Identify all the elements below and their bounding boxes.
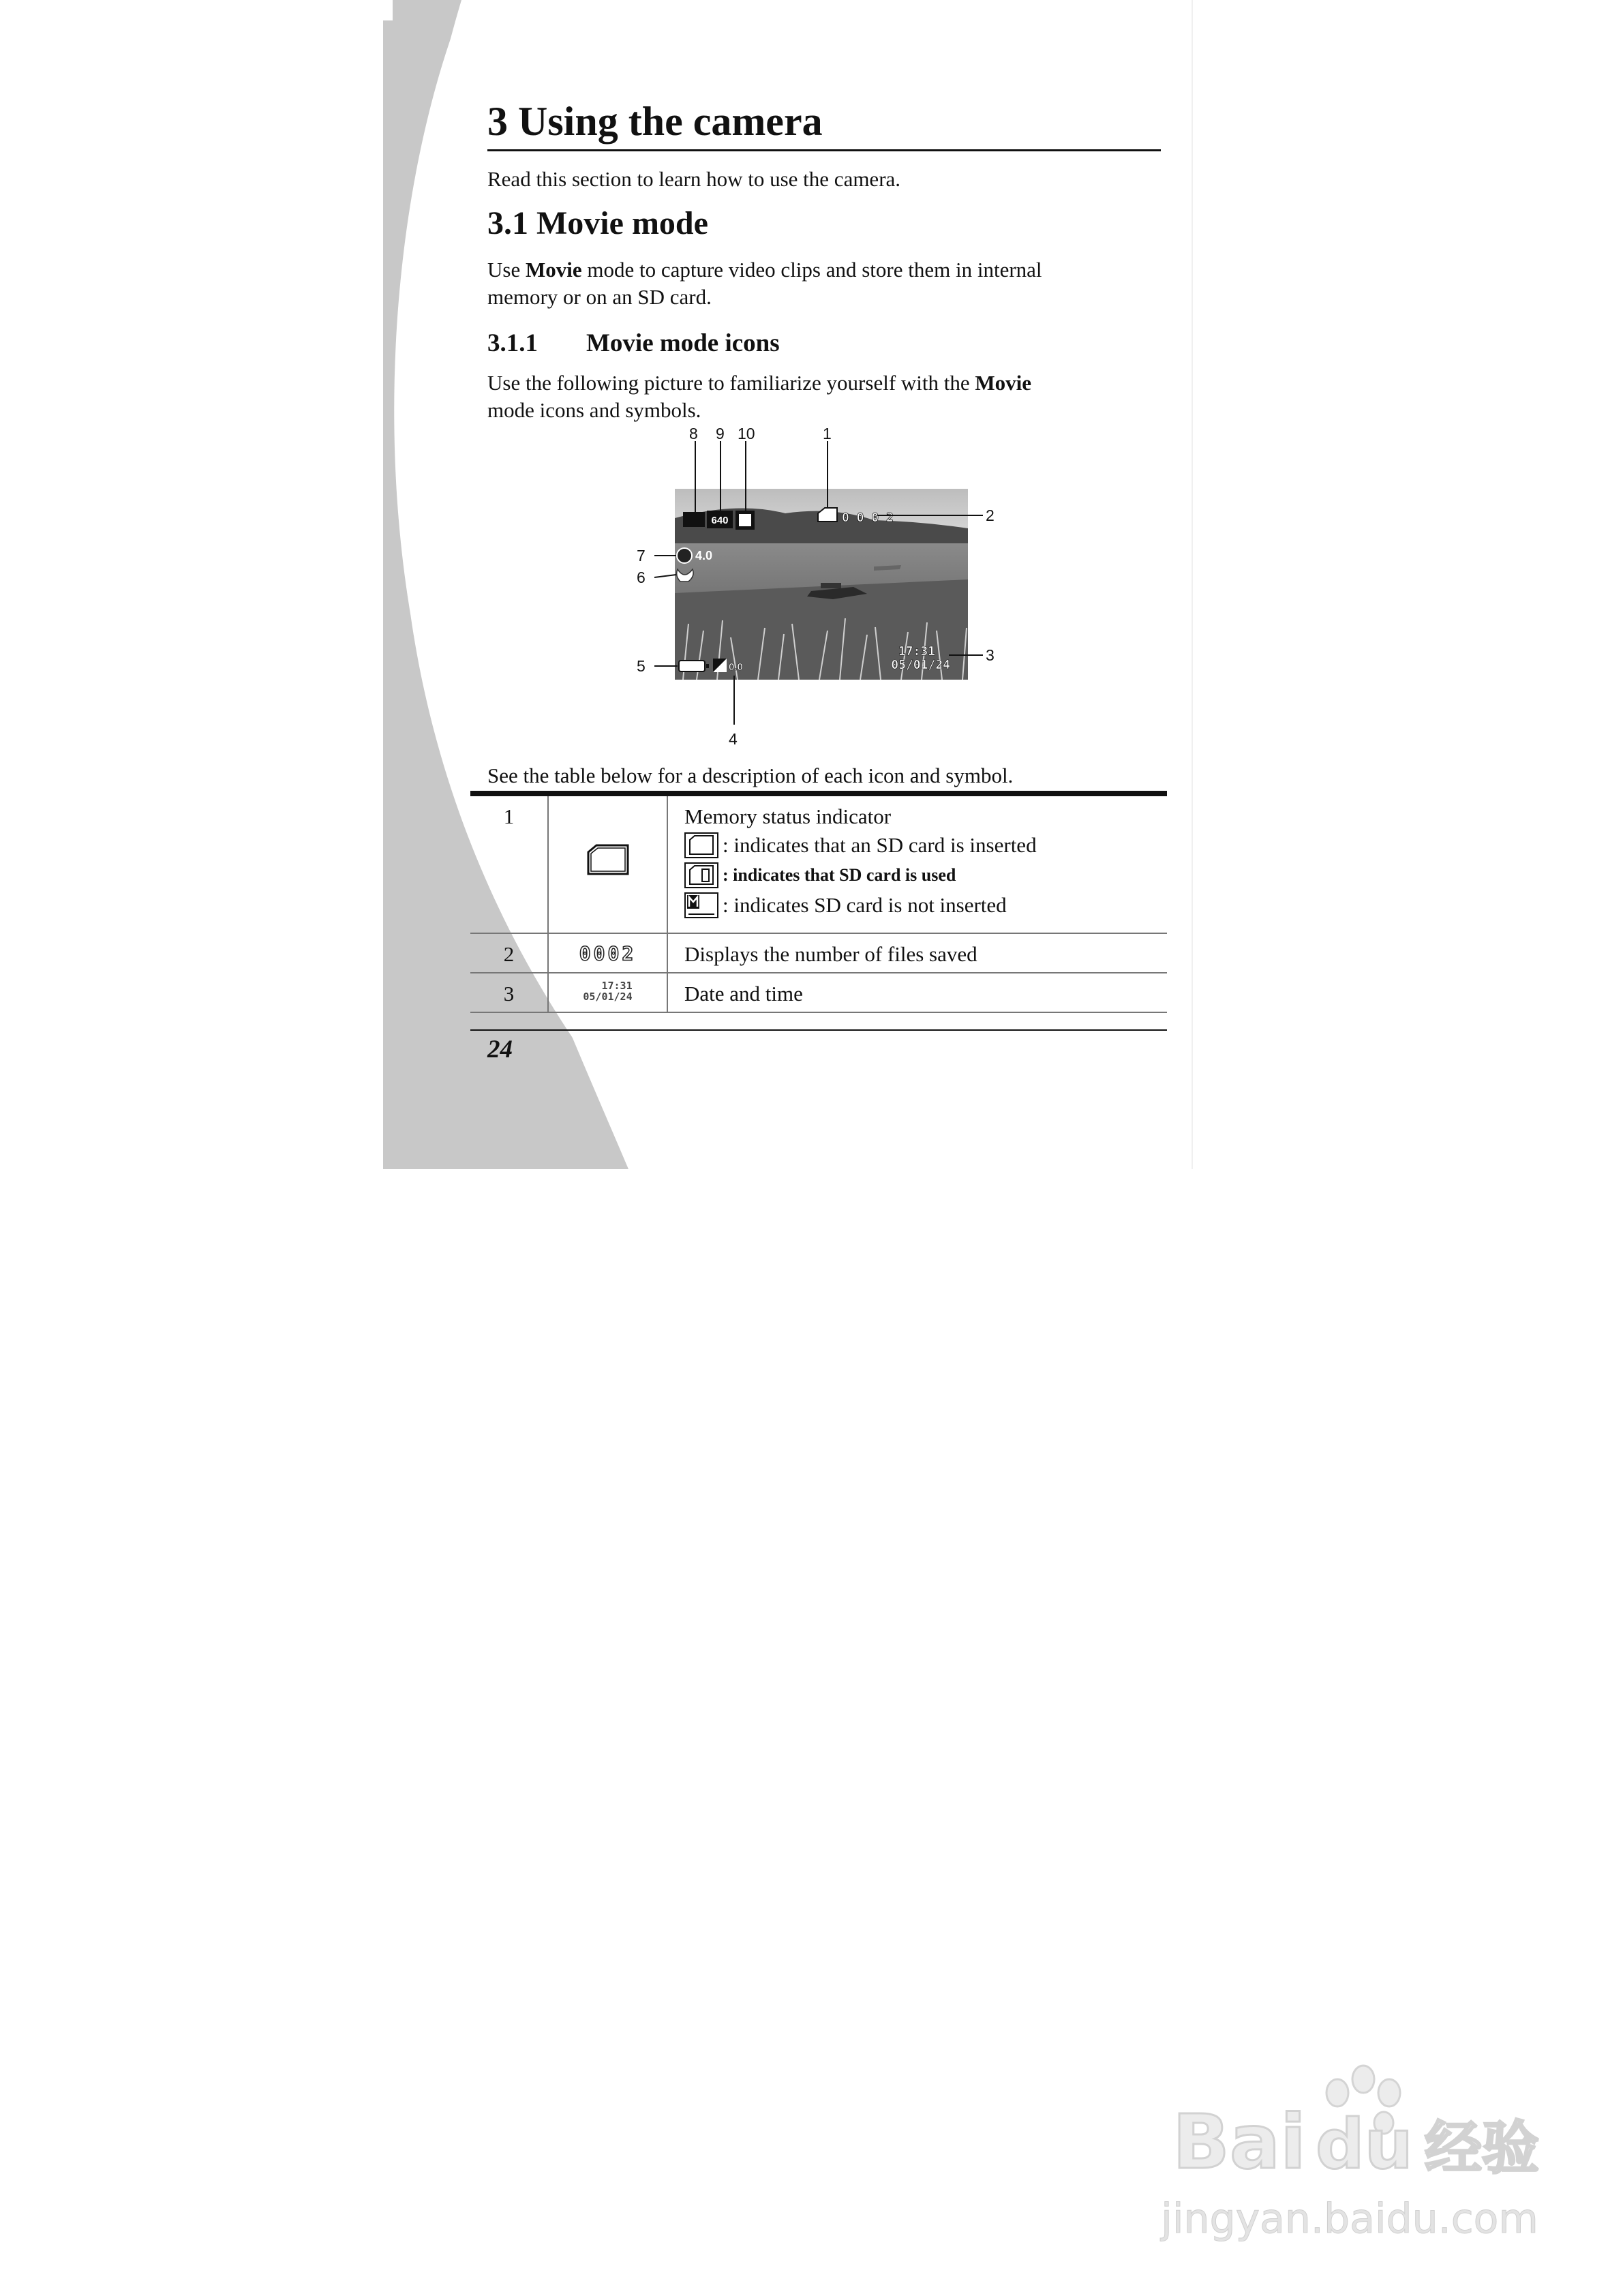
row-number: 1 bbox=[503, 804, 515, 828]
sd-card-icon bbox=[586, 843, 631, 877]
table-intro: See the table below for a description of each icon and symbol. bbox=[487, 764, 1014, 787]
section-intro-line2: memory or on an SD card. bbox=[487, 285, 712, 309]
callout-6: 6 bbox=[637, 569, 646, 586]
sd-card-inserted-icon bbox=[684, 832, 718, 858]
osd-date: 05/01/24 bbox=[891, 658, 950, 672]
osd-counter: 0 0 0 2 bbox=[842, 511, 894, 525]
callout-9: 9 bbox=[716, 425, 725, 442]
baidu-jingyan-watermark bbox=[1159, 2059, 1568, 2256]
callout-3: 3 bbox=[986, 646, 995, 664]
table-row bbox=[470, 933, 1167, 973]
callout-5: 5 bbox=[637, 657, 646, 675]
footer-rule bbox=[470, 1029, 1167, 1031]
section-title: 3.1 Movie mode bbox=[487, 205, 708, 241]
date-time-glyph: 17:31 05/01/24 bbox=[583, 980, 633, 1003]
callout-4: 4 bbox=[729, 730, 738, 748]
callout-2: 2 bbox=[986, 507, 995, 524]
osd-resolution: 640 bbox=[711, 515, 729, 526]
osd-ev: 0.0 bbox=[729, 661, 743, 673]
section-intro: Use Movie mode to capture video clips and store them in internal bbox=[487, 258, 1042, 282]
chapter-title: 3 Using the camera bbox=[487, 99, 823, 144]
icon-table bbox=[470, 796, 1167, 1013]
table-row bbox=[470, 796, 1167, 933]
row-description: Displays the number of files saved bbox=[684, 942, 977, 966]
callout-8: 8 bbox=[689, 425, 698, 442]
chapter-intro: Read this section to learn how to use the camera. bbox=[487, 167, 901, 191]
memory-status-title: Memory status indicator bbox=[684, 804, 892, 828]
movie-mode-figure bbox=[628, 426, 1010, 753]
row-number: 2 bbox=[503, 942, 515, 966]
svg-text:du: du bbox=[1316, 2104, 1413, 2184]
subsection-title: 3.1.1 Movie mode icons bbox=[487, 329, 780, 357]
table-row bbox=[470, 973, 1167, 1012]
callout-7: 7 bbox=[637, 547, 646, 564]
osd-zoom: 4.0 bbox=[695, 549, 713, 562]
file-counter-glyph: 0002 bbox=[579, 942, 637, 965]
desc-sd-inserted: : indicates that an SD card is inserted bbox=[684, 830, 1167, 860]
manual-page bbox=[383, 0, 1194, 1169]
internal-memory-icon bbox=[684, 892, 718, 918]
row-number: 3 bbox=[503, 982, 515, 1006]
page-edge bbox=[1192, 0, 1193, 1169]
sd-card-used-icon bbox=[684, 862, 718, 888]
svg-text:经验: 经验 bbox=[1425, 2115, 1540, 2181]
desc-sd-not-inserted: : indicates SD card is not inserted bbox=[684, 890, 1167, 920]
table-top-rule bbox=[470, 791, 1167, 796]
baidu-logo bbox=[1159, 2059, 1568, 2195]
callout-10: 10 bbox=[738, 425, 755, 442]
subsection-text-line2: mode icons and symbols. bbox=[487, 398, 701, 422]
osd-time: 17:31 bbox=[898, 644, 935, 659]
row-description: Date and time bbox=[684, 982, 803, 1006]
chapter-rule bbox=[487, 149, 1161, 151]
subsection-text: Use the following picture to familiarize yourself with the Movie bbox=[487, 371, 1032, 395]
callout-1: 1 bbox=[823, 425, 832, 442]
watermark-url: jingyan.baidu.com bbox=[1161, 2195, 1538, 2243]
desc-sd-used: : indicates that SD card is used bbox=[684, 860, 1167, 890]
svg-text:Bai: Bai bbox=[1172, 2098, 1306, 2186]
page-number: 24 bbox=[487, 1036, 513, 1063]
camera-screen-image bbox=[628, 426, 1010, 753]
